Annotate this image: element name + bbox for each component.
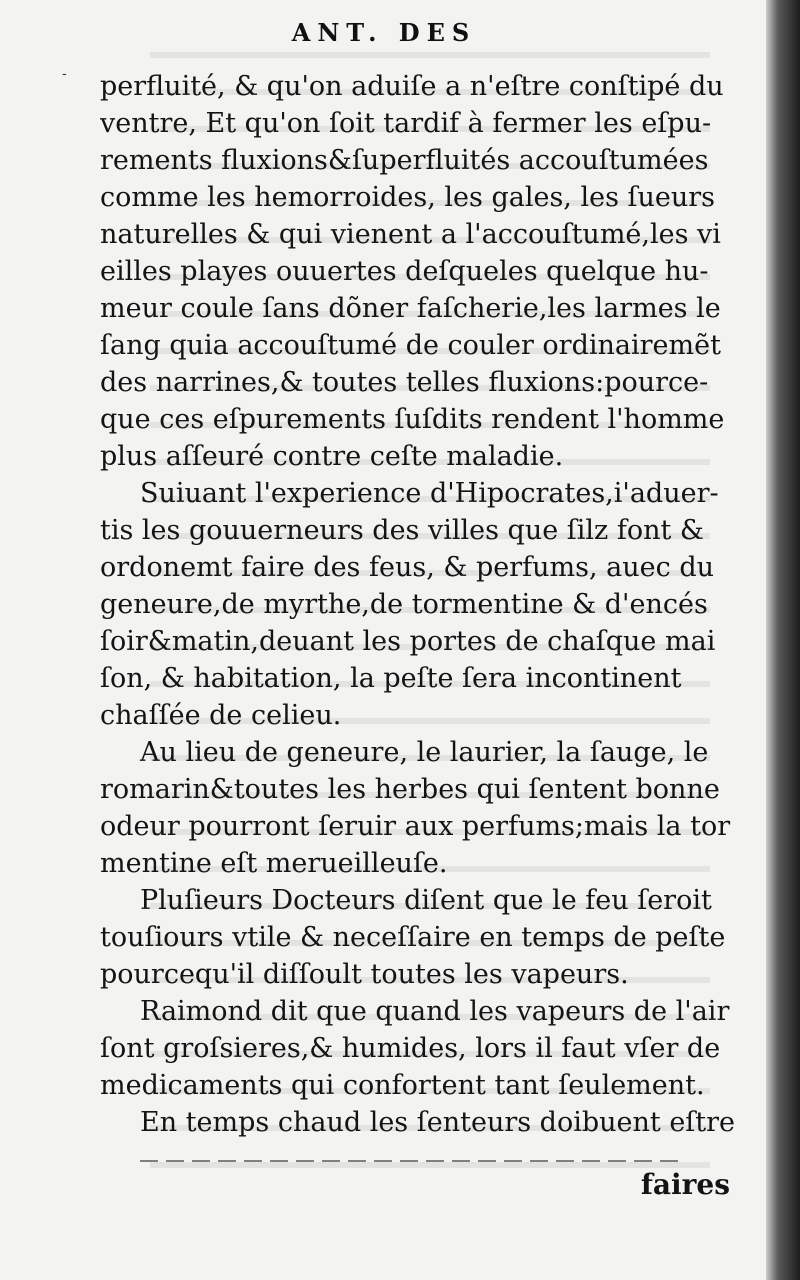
- text-line: tis les gouuerneurs des villes que ſilz font &: [100, 515, 704, 546]
- text-line: comme les hemorroides, les gales, les ſueurs: [100, 182, 716, 213]
- text-line: ſang quia accouſtumé de couler ordinairemẽt: [100, 330, 721, 361]
- text-line: chaſſée de celieu.: [100, 700, 342, 731]
- text-line: ſon, & habitation, la peſte ſera incontinent: [100, 663, 682, 694]
- text-line: naturelles & qui vienent a l'accouſtumé,les vi: [100, 219, 721, 250]
- text-line: que ces eſpurements ſuſdits rendent l'homme: [100, 404, 725, 435]
- text-line: medicaments qui confortent tant ſeulement.: [100, 1070, 705, 1101]
- text-line: plus aſſeuré contre ceſte maladie.: [100, 441, 564, 472]
- running-head: ANT. DES: [291, 18, 477, 47]
- text-line: Raimond dit que quand les vapeurs de l'air: [140, 996, 730, 1027]
- text-line: ſoir&matin,deuant les portes de chaſque mai: [100, 626, 716, 657]
- body-text: [100, 68, 768, 1141]
- text-line: ſont groſsieres,& humides, lors il faut vſer de: [100, 1033, 721, 1064]
- margin-mark: -: [62, 66, 67, 82]
- catchword: faires: [640, 1168, 730, 1201]
- text-line: Au lieu de geneure, le laurier, la ſauge, le: [140, 737, 709, 768]
- text-line: En temps chaud les ſenteurs doibuent eſtre: [140, 1107, 736, 1138]
- text-line: perfluité, & qu'on aduiſe a n'eſtre conſtipé du: [100, 71, 724, 102]
- text-line: ordonemt faire des feus, & perfums, auec du: [100, 552, 715, 583]
- text-line: mentine eſt merueilleuſe.: [100, 848, 448, 879]
- text-line: eilles playes ouuertes deſqueles quelque hu-: [100, 256, 709, 287]
- text-line: pourcequ'il diſſoult toutes les vapeurs.: [100, 959, 629, 990]
- text-line: des narrines,& toutes telles fluxions:pource-: [100, 367, 709, 398]
- text-line: ventre, Et qu'on ſoit tardif à fermer les eſpu-: [100, 108, 712, 139]
- text-line: geneure,de myrthe,de tormentine & d'encés: [100, 589, 708, 620]
- text-line: Suiuant l'experience d'Hipocrates,i'aduer-: [140, 478, 719, 509]
- text-line: meur coule ſans dõner faſcherie,les larmes le: [100, 293, 721, 324]
- text-line: rements fluxions&ſuperfluités accouſtumées: [100, 145, 709, 176]
- text-line: romarin&toutes les herbes qui ſentent bonne: [100, 774, 720, 805]
- text-line: odeur pourront ſeruir aux perfums;mais la tor: [100, 811, 731, 842]
- book-gutter: [766, 0, 800, 1280]
- underline-rule: [140, 1160, 680, 1162]
- text-line: Pluſieurs Docteurs diſent que le feu ſeroit: [140, 885, 712, 916]
- text-line: touſiours vtile & neceſſaire en temps de peſte: [100, 922, 726, 953]
